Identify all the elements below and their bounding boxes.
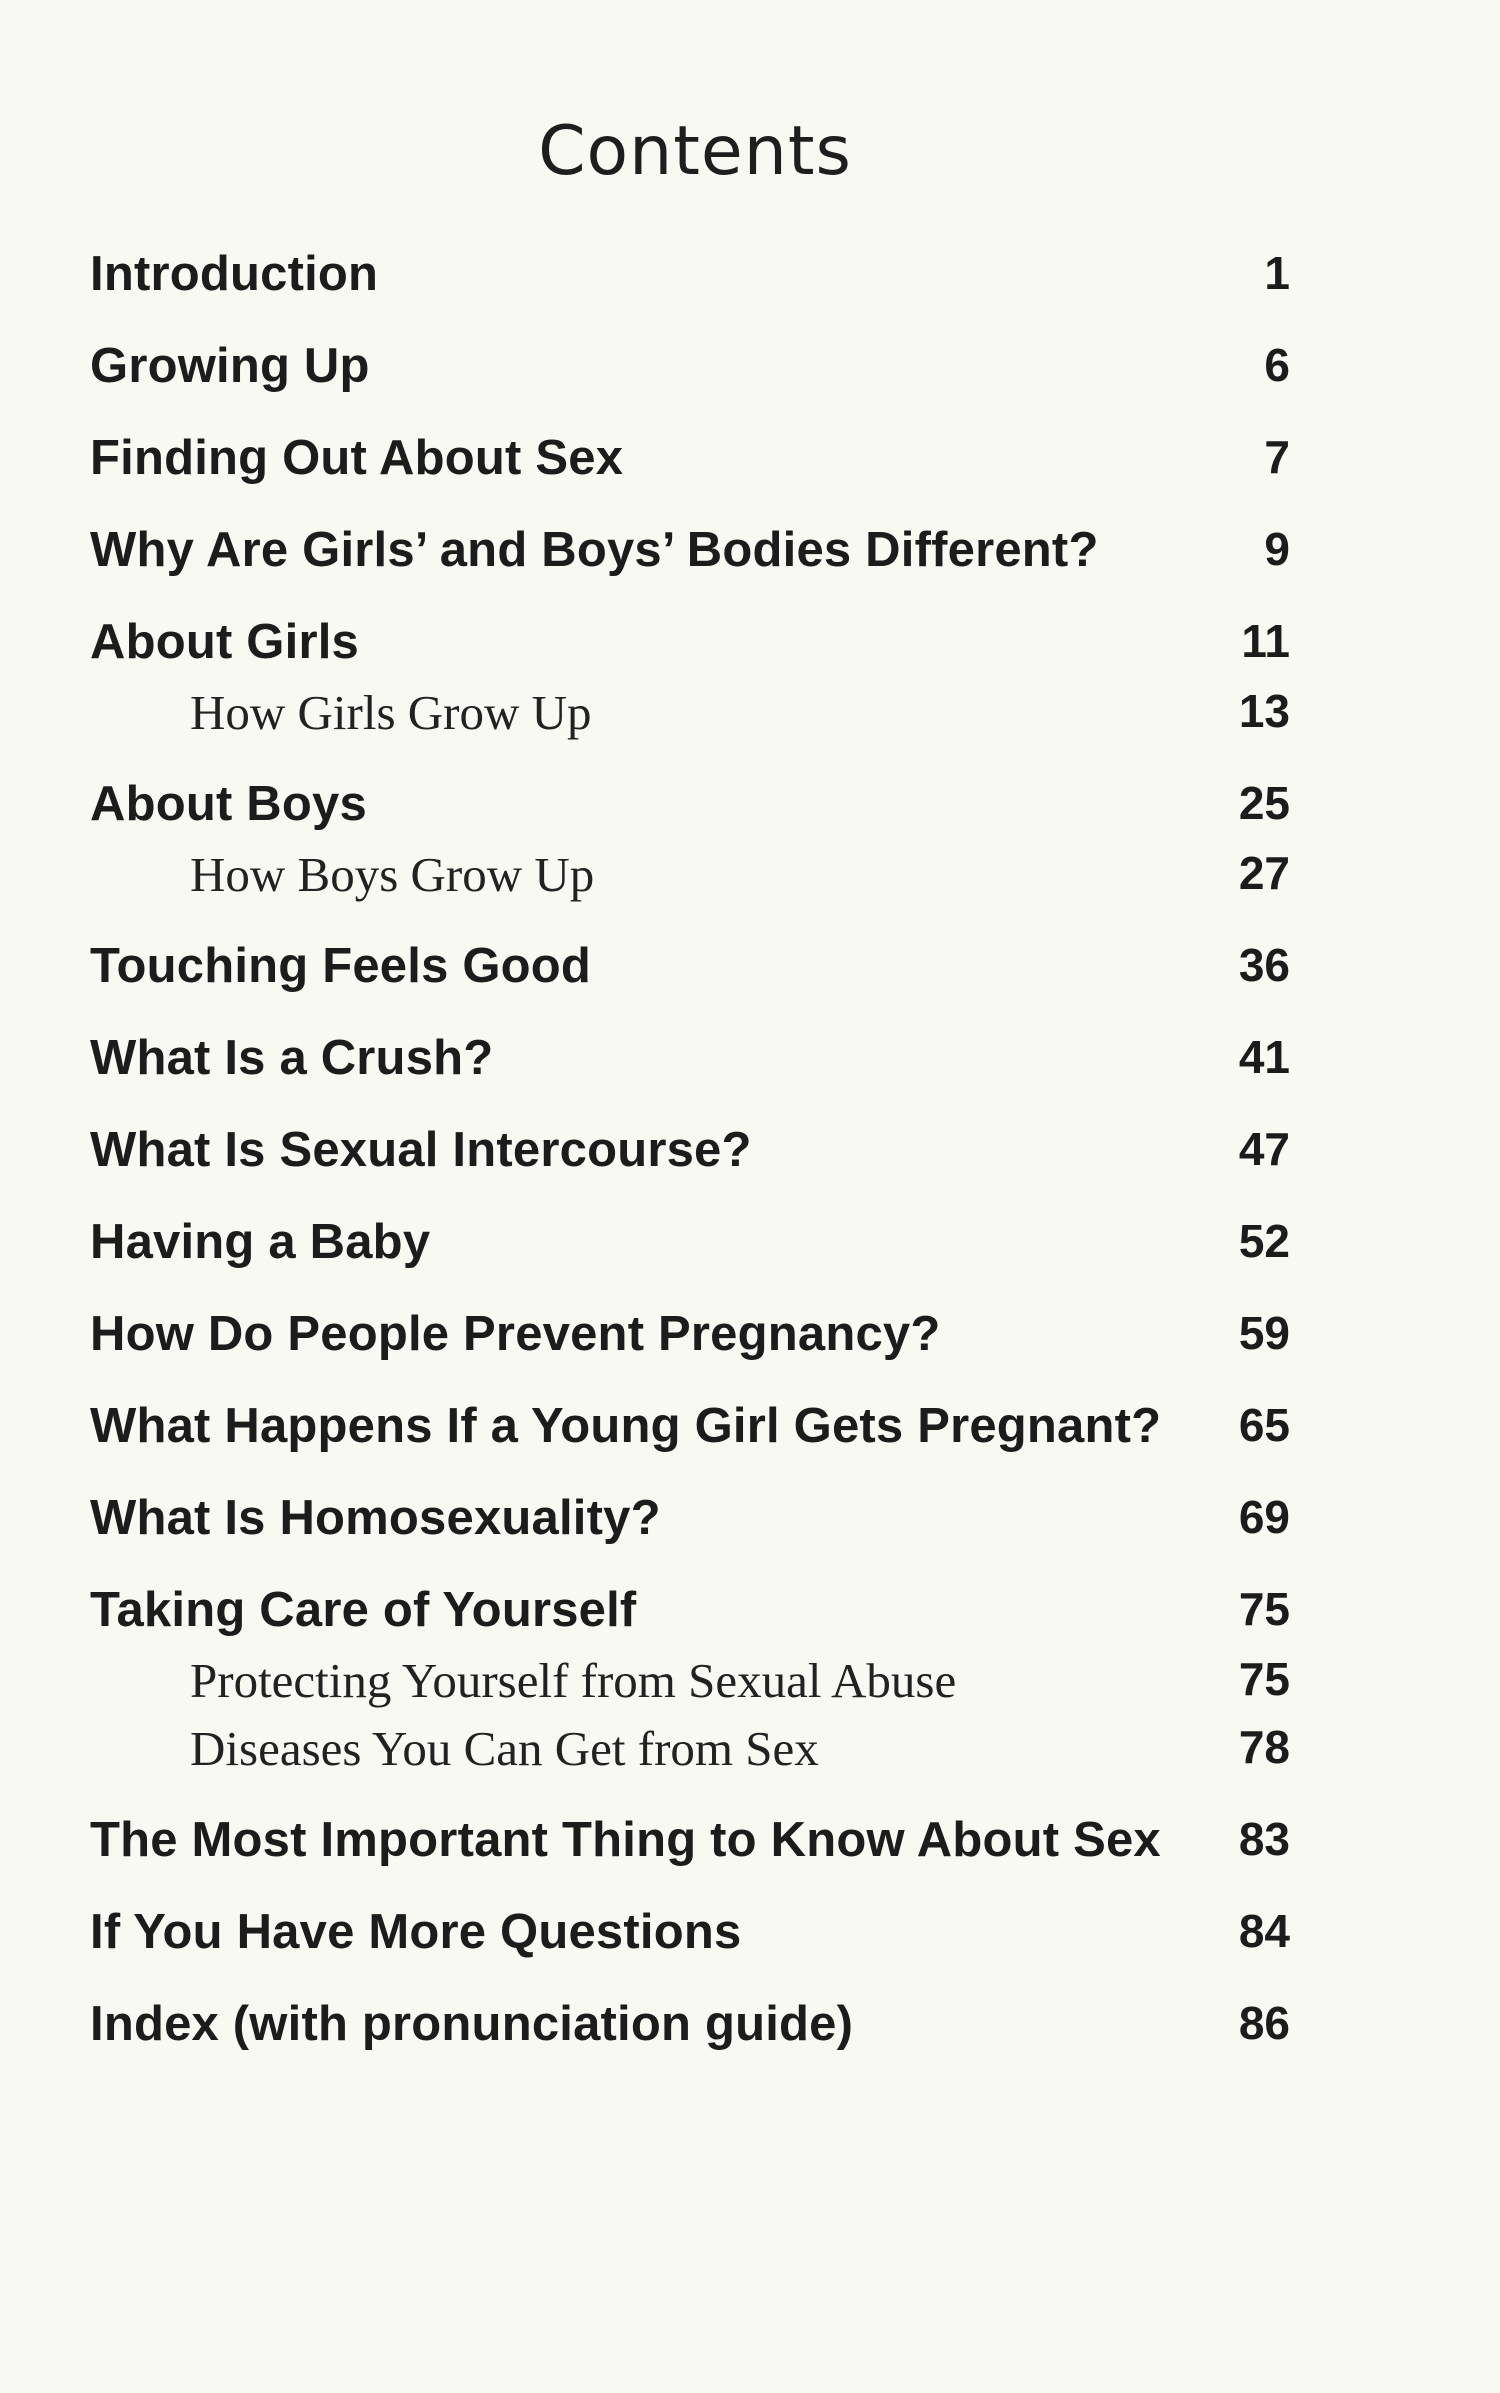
toc-entry bbox=[0, 939, 1500, 1002]
toc-entry-title: What Happens If a Young Girl Gets Pregnant? bbox=[90, 1399, 1162, 1453]
toc-entry-title: If You Have More Questions bbox=[90, 1905, 742, 1959]
toc-page-number: 52 bbox=[1238, 1215, 1290, 1267]
toc-page-number: 11 bbox=[1241, 615, 1290, 667]
toc-entry bbox=[0, 339, 1500, 402]
toc-entry-title: How Do People Prevent Pregnancy? bbox=[90, 1307, 941, 1361]
toc-subentry bbox=[0, 847, 1500, 910]
toc-entry-title: What Is a Crush? bbox=[90, 1031, 494, 1085]
toc-entry-title: About Boys bbox=[90, 777, 367, 831]
toc-entry-title: Diseases You Can Get from Sex bbox=[190, 1721, 819, 1776]
toc-entry bbox=[0, 523, 1500, 586]
toc-entry-title: Introduction bbox=[90, 247, 379, 301]
toc-entry bbox=[0, 1215, 1500, 1278]
toc-entry bbox=[0, 247, 1500, 310]
toc-entry-title: What Is Homosexuality? bbox=[90, 1491, 661, 1545]
toc-page-number: 13 bbox=[1238, 685, 1290, 737]
toc-entry-title: Growing Up bbox=[90, 339, 370, 393]
toc-entry bbox=[0, 1813, 1500, 1876]
toc-entry-title: How Girls Grow Up bbox=[190, 685, 592, 740]
page-title: Contents bbox=[538, 112, 852, 191]
toc-entry-title: Index (with pronunciation guide) bbox=[90, 1997, 854, 2051]
toc-entry bbox=[0, 1031, 1500, 1094]
toc-entry-title: Protecting Yourself from Sexual Abuse bbox=[190, 1653, 957, 1708]
toc-entry-title: Why Are Girls’ and Boys’ Bodies Different? bbox=[90, 523, 1099, 577]
toc-page-number: 47 bbox=[1238, 1123, 1290, 1175]
toc-subentry bbox=[0, 685, 1500, 748]
toc-entry bbox=[0, 431, 1500, 494]
toc-page-number: 86 bbox=[1238, 1997, 1290, 2049]
toc-entry-title: Touching Feels Good bbox=[90, 939, 592, 993]
toc-page-number: 69 bbox=[1238, 1491, 1290, 1543]
toc-page-number: 75 bbox=[1238, 1653, 1290, 1705]
toc-page-number: 27 bbox=[1238, 847, 1290, 899]
toc-entry-title: Finding Out About Sex bbox=[90, 431, 624, 485]
toc-entry bbox=[0, 1399, 1500, 1462]
toc-page-number: 6 bbox=[1264, 339, 1290, 391]
toc-entry-title: How Boys Grow Up bbox=[190, 847, 595, 902]
toc-page-number: 59 bbox=[1238, 1307, 1290, 1359]
toc-entry bbox=[0, 1583, 1500, 1646]
toc-page-number: 25 bbox=[1238, 777, 1290, 829]
toc-entry-title: Taking Care of Yourself bbox=[90, 1583, 637, 1637]
toc-page-number: 9 bbox=[1264, 523, 1290, 575]
toc-page-number: 84 bbox=[1238, 1905, 1290, 1957]
toc-entry-title: What Is Sexual Intercourse? bbox=[90, 1123, 752, 1177]
toc-page-number: 83 bbox=[1238, 1813, 1290, 1865]
toc-subentry bbox=[0, 1721, 1500, 1784]
toc-entry bbox=[0, 1123, 1500, 1186]
toc-page-number: 75 bbox=[1238, 1583, 1290, 1635]
toc-page-number: 65 bbox=[1238, 1399, 1290, 1451]
toc-page-number: 7 bbox=[1264, 431, 1290, 483]
toc-entry bbox=[0, 1307, 1500, 1370]
toc-entry bbox=[0, 1997, 1500, 2060]
toc-entry-title: Having a Baby bbox=[90, 1215, 431, 1269]
toc-entry bbox=[0, 1905, 1500, 1968]
toc-page-number: 1 bbox=[1264, 247, 1290, 299]
toc-entry bbox=[0, 777, 1500, 840]
toc-page-number: 78 bbox=[1238, 1721, 1290, 1773]
toc-page-number: 36 bbox=[1238, 939, 1290, 991]
toc-entry-title: About Girls bbox=[90, 615, 359, 669]
toc-subentry bbox=[0, 1653, 1500, 1716]
toc-entry-title: The Most Important Thing to Know About Sex bbox=[90, 1813, 1161, 1867]
toc-entry bbox=[0, 615, 1500, 678]
toc-entry bbox=[0, 1491, 1500, 1554]
toc-page-number: 41 bbox=[1238, 1031, 1290, 1083]
